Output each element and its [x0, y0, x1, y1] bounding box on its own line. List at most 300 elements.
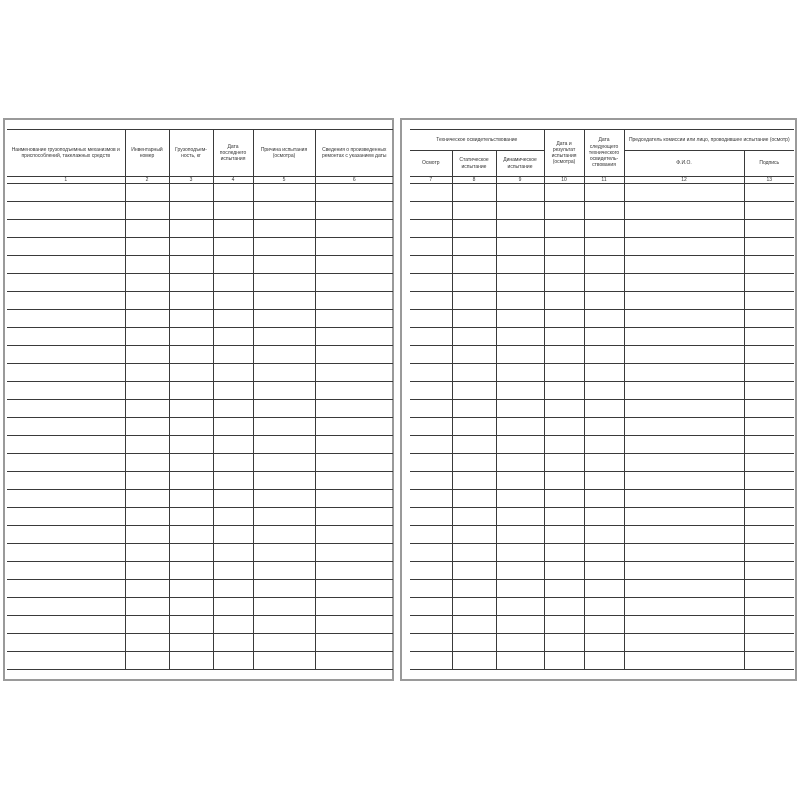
header-date-result: Дата и результат испытания (осмотра) — [544, 130, 584, 177]
empty-cell — [125, 256, 169, 274]
empty-cell — [213, 346, 253, 364]
empty-cell — [624, 544, 744, 562]
empty-cell — [253, 202, 315, 220]
empty-cell — [213, 454, 253, 472]
empty-cell — [744, 562, 794, 580]
empty-cell — [213, 634, 253, 652]
header-capacity: Грузоподъем-ность, кг — [169, 130, 213, 177]
empty-cell — [452, 382, 496, 400]
empty-cell — [125, 184, 169, 202]
table-row — [7, 184, 393, 202]
empty-cell — [315, 418, 393, 436]
empty-cell — [744, 202, 794, 220]
empty-cell — [315, 508, 393, 526]
empty-cell — [544, 184, 584, 202]
empty-cell — [584, 202, 624, 220]
empty-cell — [315, 238, 393, 256]
empty-cell — [213, 526, 253, 544]
table-row — [410, 400, 794, 418]
empty-cell — [410, 490, 452, 508]
empty-cell — [624, 526, 744, 544]
empty-cell — [584, 616, 624, 634]
empty-cell — [544, 544, 584, 562]
empty-cell — [544, 616, 584, 634]
empty-cell — [584, 436, 624, 454]
empty-cell — [315, 634, 393, 652]
empty-cell — [410, 436, 452, 454]
empty-cell — [253, 400, 315, 418]
empty-cell — [169, 616, 213, 634]
table-row — [7, 364, 393, 382]
empty-cell — [253, 436, 315, 454]
column-number: 7 — [410, 177, 452, 184]
empty-cell — [584, 238, 624, 256]
empty-cell — [410, 526, 452, 544]
empty-cell — [7, 454, 125, 472]
empty-cell — [125, 274, 169, 292]
journal-table-right — [410, 129, 794, 670]
empty-cell — [125, 490, 169, 508]
empty-cell — [496, 364, 544, 382]
empty-cell — [544, 652, 584, 670]
table-row — [410, 346, 794, 364]
empty-cell — [584, 382, 624, 400]
empty-cell — [410, 454, 452, 472]
empty-cell — [584, 364, 624, 382]
column-number: 5 — [253, 177, 315, 184]
empty-cell — [169, 580, 213, 598]
empty-cell — [213, 418, 253, 436]
empty-cell — [169, 634, 213, 652]
table-row — [7, 238, 393, 256]
table-row — [410, 580, 794, 598]
empty-cell — [544, 238, 584, 256]
empty-cell — [452, 328, 496, 346]
table-row — [7, 310, 393, 328]
empty-cell — [213, 490, 253, 508]
table-row — [410, 652, 794, 670]
empty-cell — [213, 616, 253, 634]
empty-cell — [315, 652, 393, 670]
empty-cell — [584, 508, 624, 526]
empty-cell — [624, 580, 744, 598]
empty-cell — [496, 184, 544, 202]
journal-table-left — [7, 129, 393, 670]
empty-cell — [315, 202, 393, 220]
empty-cell — [125, 580, 169, 598]
column-number: 3 — [169, 177, 213, 184]
empty-cell — [410, 328, 452, 346]
empty-cell — [496, 238, 544, 256]
empty-cell — [410, 382, 452, 400]
empty-cell — [544, 274, 584, 292]
empty-cell — [496, 526, 544, 544]
table-row — [7, 562, 393, 580]
empty-cell — [544, 256, 584, 274]
table-row — [410, 544, 794, 562]
empty-cell — [169, 256, 213, 274]
empty-cell — [125, 562, 169, 580]
empty-cell — [496, 220, 544, 238]
table-row — [7, 382, 393, 400]
empty-cell — [744, 400, 794, 418]
empty-cell — [584, 274, 624, 292]
empty-cell — [584, 526, 624, 544]
empty-cell — [315, 184, 393, 202]
empty-cell — [744, 184, 794, 202]
empty-cell — [253, 490, 315, 508]
empty-cell — [213, 310, 253, 328]
empty-cell — [744, 526, 794, 544]
empty-cell — [544, 382, 584, 400]
empty-cell — [169, 526, 213, 544]
empty-cell — [169, 346, 213, 364]
empty-cell — [253, 544, 315, 562]
table-row — [410, 508, 794, 526]
empty-cell — [410, 292, 452, 310]
empty-cell — [624, 508, 744, 526]
table-row — [410, 598, 794, 616]
empty-cell — [253, 418, 315, 436]
empty-cell — [496, 346, 544, 364]
empty-cell — [213, 544, 253, 562]
empty-cell — [169, 418, 213, 436]
empty-cell — [253, 616, 315, 634]
table-row — [7, 400, 393, 418]
column-number: 12 — [624, 177, 744, 184]
empty-cell — [624, 454, 744, 472]
empty-cell — [253, 274, 315, 292]
empty-cell — [169, 274, 213, 292]
empty-cell — [452, 346, 496, 364]
empty-cell — [452, 616, 496, 634]
table-row — [410, 184, 794, 202]
empty-cell — [452, 184, 496, 202]
empty-cell — [624, 598, 744, 616]
empty-cell — [624, 472, 744, 490]
empty-cell — [125, 310, 169, 328]
table-row — [410, 418, 794, 436]
empty-cell — [452, 544, 496, 562]
table-row — [410, 292, 794, 310]
empty-cell — [410, 508, 452, 526]
table-body-right — [410, 184, 794, 670]
empty-cell — [315, 382, 393, 400]
empty-cell — [7, 292, 125, 310]
empty-cell — [584, 256, 624, 274]
empty-cell — [624, 562, 744, 580]
empty-cell — [169, 544, 213, 562]
empty-cell — [7, 256, 125, 274]
table-row — [7, 328, 393, 346]
empty-cell — [624, 274, 744, 292]
empty-cell — [496, 508, 544, 526]
empty-cell — [315, 598, 393, 616]
empty-cell — [315, 544, 393, 562]
empty-cell — [125, 598, 169, 616]
empty-cell — [584, 598, 624, 616]
table-row — [410, 526, 794, 544]
empty-cell — [7, 382, 125, 400]
empty-cell — [7, 490, 125, 508]
column-number: 1 — [7, 177, 125, 184]
empty-cell — [544, 562, 584, 580]
empty-cell — [496, 652, 544, 670]
empty-cell — [452, 634, 496, 652]
empty-cell — [410, 346, 452, 364]
empty-cell — [544, 580, 584, 598]
empty-cell — [410, 598, 452, 616]
empty-cell — [315, 256, 393, 274]
empty-cell — [315, 526, 393, 544]
empty-cell — [125, 616, 169, 634]
empty-cell — [452, 202, 496, 220]
empty-cell — [452, 526, 496, 544]
empty-cell — [584, 472, 624, 490]
empty-cell — [125, 418, 169, 436]
empty-cell — [315, 400, 393, 418]
column-number: 13 — [744, 177, 794, 184]
empty-cell — [253, 526, 315, 544]
empty-cell — [213, 598, 253, 616]
empty-cell — [7, 562, 125, 580]
empty-cell — [7, 616, 125, 634]
empty-cell — [496, 580, 544, 598]
empty-cell — [125, 238, 169, 256]
table-row — [7, 292, 393, 310]
empty-cell — [584, 292, 624, 310]
table-row — [410, 274, 794, 292]
empty-cell — [7, 364, 125, 382]
header-signature: Подпись — [744, 151, 794, 177]
table-row — [410, 436, 794, 454]
empty-cell — [7, 598, 125, 616]
empty-cell — [125, 328, 169, 346]
empty-cell — [253, 562, 315, 580]
empty-cell — [452, 274, 496, 292]
table-row — [410, 202, 794, 220]
empty-cell — [7, 400, 125, 418]
empty-cell — [125, 526, 169, 544]
empty-cell — [125, 400, 169, 418]
empty-cell — [315, 346, 393, 364]
empty-cell — [624, 652, 744, 670]
empty-cell — [544, 598, 584, 616]
empty-cell — [7, 436, 125, 454]
empty-cell — [744, 634, 794, 652]
header-dynamic-test: Динамическое испытание — [496, 151, 544, 177]
empty-cell — [213, 562, 253, 580]
empty-cell — [496, 616, 544, 634]
header-static-test: Статическое испытание — [452, 151, 496, 177]
table-row — [410, 490, 794, 508]
empty-cell — [7, 652, 125, 670]
empty-cell — [7, 580, 125, 598]
empty-cell — [7, 472, 125, 490]
empty-cell — [213, 364, 253, 382]
empty-cell — [452, 490, 496, 508]
empty-cell — [452, 580, 496, 598]
empty-cell — [125, 292, 169, 310]
empty-cell — [253, 238, 315, 256]
table-row — [7, 598, 393, 616]
empty-cell — [452, 292, 496, 310]
empty-cell — [744, 238, 794, 256]
empty-cell — [624, 328, 744, 346]
empty-cell — [624, 436, 744, 454]
empty-cell — [253, 256, 315, 274]
empty-cell — [624, 364, 744, 382]
empty-cell — [496, 562, 544, 580]
empty-cell — [544, 220, 584, 238]
column-number: 4 — [213, 177, 253, 184]
empty-cell — [169, 238, 213, 256]
empty-cell — [213, 256, 253, 274]
empty-cell — [169, 202, 213, 220]
column-number: 10 — [544, 177, 584, 184]
empty-cell — [584, 490, 624, 508]
empty-cell — [496, 202, 544, 220]
empty-cell — [169, 490, 213, 508]
empty-cell — [584, 544, 624, 562]
header-inventory-number: Инвентарный номер — [125, 130, 169, 177]
empty-cell — [7, 310, 125, 328]
empty-cell — [125, 544, 169, 562]
table-row — [7, 526, 393, 544]
empty-cell — [452, 238, 496, 256]
empty-cell — [125, 634, 169, 652]
empty-cell — [496, 634, 544, 652]
empty-cell — [744, 346, 794, 364]
table-row — [7, 544, 393, 562]
empty-cell — [584, 346, 624, 364]
empty-cell — [315, 310, 393, 328]
empty-cell — [253, 454, 315, 472]
empty-cell — [253, 184, 315, 202]
table-row — [7, 346, 393, 364]
empty-cell — [169, 562, 213, 580]
table-row — [410, 454, 794, 472]
empty-cell — [213, 292, 253, 310]
empty-cell — [744, 544, 794, 562]
empty-cell — [624, 310, 744, 328]
empty-cell — [125, 454, 169, 472]
empty-cell — [410, 418, 452, 436]
empty-cell — [253, 652, 315, 670]
empty-cell — [496, 454, 544, 472]
empty-cell — [7, 328, 125, 346]
empty-cell — [584, 652, 624, 670]
empty-cell — [213, 202, 253, 220]
empty-cell — [7, 418, 125, 436]
empty-cell — [544, 634, 584, 652]
table-row — [7, 472, 393, 490]
empty-cell — [125, 436, 169, 454]
empty-cell — [125, 346, 169, 364]
empty-cell — [213, 400, 253, 418]
header-repairs: Сведения о произведенных ремонтах с указанием даты — [315, 130, 393, 177]
empty-cell — [624, 346, 744, 364]
table-row — [410, 328, 794, 346]
empty-cell — [744, 274, 794, 292]
empty-cell — [410, 184, 452, 202]
empty-cell — [315, 364, 393, 382]
empty-cell — [744, 310, 794, 328]
empty-cell — [213, 436, 253, 454]
empty-cell — [169, 364, 213, 382]
table-body-left — [7, 184, 393, 670]
empty-cell — [744, 436, 794, 454]
empty-cell — [213, 652, 253, 670]
empty-cell — [544, 436, 584, 454]
empty-cell — [169, 184, 213, 202]
empty-cell — [125, 364, 169, 382]
empty-cell — [544, 508, 584, 526]
table-row — [410, 472, 794, 490]
empty-cell — [315, 454, 393, 472]
table-row — [410, 220, 794, 238]
empty-cell — [744, 292, 794, 310]
empty-cell — [410, 274, 452, 292]
empty-cell — [544, 490, 584, 508]
empty-cell — [544, 346, 584, 364]
column-number: 2 — [125, 177, 169, 184]
table-row — [410, 562, 794, 580]
empty-cell — [315, 580, 393, 598]
empty-cell — [169, 472, 213, 490]
empty-cell — [410, 562, 452, 580]
empty-cell — [544, 292, 584, 310]
empty-cell — [7, 544, 125, 562]
empty-cell — [253, 472, 315, 490]
empty-cell — [169, 310, 213, 328]
empty-cell — [410, 616, 452, 634]
empty-cell — [744, 220, 794, 238]
journal-page-right — [400, 118, 797, 681]
empty-cell — [544, 328, 584, 346]
empty-cell — [315, 274, 393, 292]
column-number: 11 — [584, 177, 624, 184]
empty-cell — [744, 256, 794, 274]
table-row — [410, 616, 794, 634]
table-row — [410, 634, 794, 652]
empty-cell — [169, 328, 213, 346]
empty-cell — [584, 418, 624, 436]
header-last-test-date: Дата последнего испытания — [213, 130, 253, 177]
empty-cell — [253, 328, 315, 346]
empty-cell — [253, 382, 315, 400]
empty-cell — [253, 364, 315, 382]
empty-cell — [496, 382, 544, 400]
empty-cell — [253, 508, 315, 526]
table-row — [7, 274, 393, 292]
empty-cell — [7, 634, 125, 652]
empty-cell — [584, 400, 624, 418]
empty-cell — [496, 400, 544, 418]
empty-cell — [744, 328, 794, 346]
header-next-examination-date: Дата следующего технического освидетель-ствования — [584, 130, 624, 177]
empty-cell — [452, 598, 496, 616]
empty-cell — [544, 526, 584, 544]
empty-cell — [544, 400, 584, 418]
empty-cell — [452, 256, 496, 274]
empty-cell — [624, 220, 744, 238]
empty-cell — [253, 220, 315, 238]
empty-cell — [125, 220, 169, 238]
empty-cell — [7, 274, 125, 292]
empty-cell — [169, 436, 213, 454]
empty-cell — [7, 184, 125, 202]
